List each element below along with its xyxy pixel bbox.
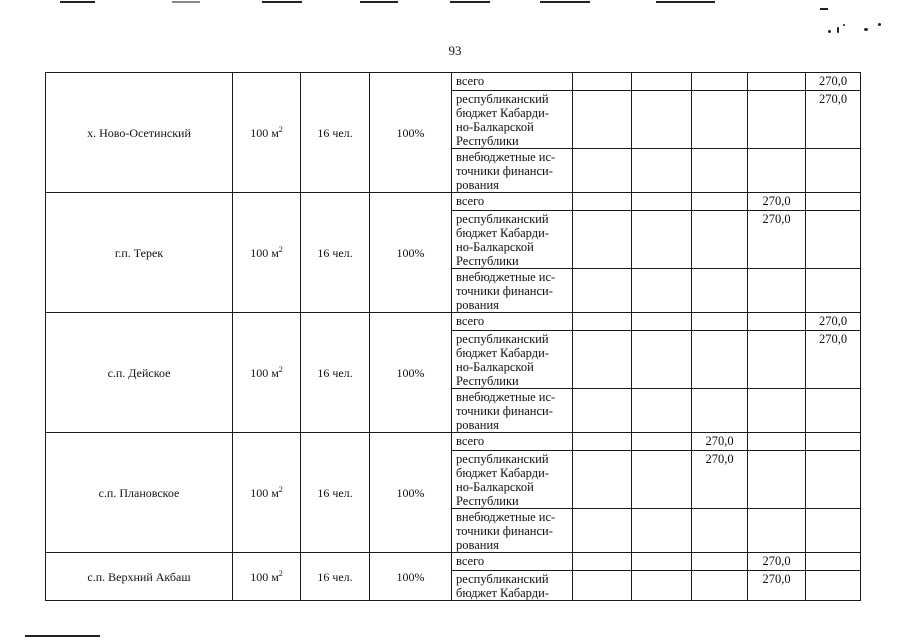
amount-cell xyxy=(632,91,692,149)
funding-source-line: рования xyxy=(456,538,499,552)
scan-speck xyxy=(828,30,831,33)
amount-cell xyxy=(632,553,692,571)
scan-line xyxy=(25,635,100,637)
amount-cell xyxy=(806,269,861,313)
area-exponent: 2 xyxy=(278,568,283,578)
funding-source-cell xyxy=(452,571,573,601)
funding-source-line: всего xyxy=(456,434,485,448)
funding-source-line: бюджет Кабарди- xyxy=(456,466,549,480)
place-name-cell xyxy=(46,313,233,433)
funding-source-line: рования xyxy=(456,418,499,432)
amount-value: 270,0 xyxy=(818,92,848,106)
funding-source-line: бюджет Кабарди- xyxy=(456,106,549,120)
amount-cell xyxy=(573,193,632,211)
area-cell xyxy=(233,193,301,313)
funding-source-line: точники финанси- xyxy=(456,284,553,298)
funding-source-line: бюджет Кабарди- xyxy=(456,226,549,240)
funding-source-cell xyxy=(452,451,573,509)
amount-cell xyxy=(632,269,692,313)
funding-source-line: республиканский xyxy=(456,332,549,346)
amount-cell xyxy=(806,211,861,269)
amount-cell xyxy=(692,313,748,331)
scan-line xyxy=(450,1,490,3)
scan-speck xyxy=(837,27,839,33)
amount-value: 270,0 xyxy=(818,314,848,328)
amount-value: 270,0 xyxy=(705,434,734,448)
people-value: 16 чел. xyxy=(317,569,353,584)
data-table xyxy=(45,72,861,601)
amount-cell xyxy=(748,91,806,149)
percent-value: 100% xyxy=(396,365,425,380)
amount-cell xyxy=(573,389,632,433)
people-value: 16 чел. xyxy=(317,365,353,380)
percent-cell xyxy=(370,73,452,193)
amount-cell xyxy=(573,149,632,193)
amount-cell xyxy=(692,73,748,91)
funding-source-line: Республики xyxy=(456,494,519,508)
amount-cell xyxy=(748,73,806,91)
funding-source-line: бюджет Кабарди- xyxy=(456,346,549,360)
amount-cell xyxy=(632,313,692,331)
funding-source-line: точники финанси- xyxy=(456,524,553,538)
people-value: 16 чел. xyxy=(317,485,353,500)
amount-cell xyxy=(806,193,861,211)
amount-cell xyxy=(748,331,806,389)
place-name-cell xyxy=(46,433,233,553)
funding-source-cell xyxy=(452,389,573,433)
funding-source-line: всего xyxy=(456,554,485,568)
funding-source-line: рования xyxy=(456,178,499,192)
amount-value: 270,0 xyxy=(818,332,848,346)
amount-cell xyxy=(806,553,861,571)
people-cell xyxy=(301,433,370,553)
scan-line xyxy=(540,1,590,3)
area-value: 100 м xyxy=(250,569,279,584)
funding-source-line: но-Балкарской xyxy=(456,120,534,134)
amount-cell xyxy=(632,433,692,451)
amount-cell xyxy=(573,509,632,553)
amount-cell xyxy=(748,433,806,451)
people-cell xyxy=(301,553,370,601)
people-cell xyxy=(301,193,370,313)
amount-cell xyxy=(692,553,748,571)
amount-cell xyxy=(806,331,861,389)
funding-source-line: но-Балкарской xyxy=(456,240,534,254)
page-number: 93 xyxy=(448,43,462,58)
place-name: х. Ново-Осетинский xyxy=(87,125,191,140)
amount-cell xyxy=(692,509,748,553)
amount-cell xyxy=(806,451,861,509)
scan-speck xyxy=(843,24,845,26)
place-name: с.п. Верхний Акбаш xyxy=(87,569,191,584)
funding-source-line: точники финанси- xyxy=(456,164,553,178)
amount-cell xyxy=(632,571,692,601)
funding-source-line: республиканский xyxy=(456,572,549,586)
amount-cell xyxy=(692,269,748,313)
place-name: с.п. Плановское xyxy=(98,485,180,500)
amount-value: 270,0 xyxy=(762,572,791,586)
amount-cell xyxy=(806,73,861,91)
table-row xyxy=(46,313,861,331)
area-value: 100 м xyxy=(250,485,279,500)
amount-cell xyxy=(806,571,861,601)
percent-value: 100% xyxy=(396,125,425,140)
amount-cell xyxy=(748,149,806,193)
table-row xyxy=(46,553,861,571)
amount-cell xyxy=(692,389,748,433)
table-row xyxy=(46,433,861,451)
amount-cell xyxy=(692,91,748,149)
amount-cell xyxy=(632,331,692,389)
place-name-cell xyxy=(46,73,233,193)
scan-line xyxy=(60,1,95,3)
funding-source-line: всего xyxy=(456,194,485,208)
amount-cell xyxy=(692,149,748,193)
scan-line xyxy=(172,1,200,3)
amount-cell xyxy=(632,211,692,269)
amount-cell xyxy=(632,389,692,433)
amount-cell xyxy=(748,193,806,211)
amount-cell xyxy=(692,433,748,451)
percent-cell xyxy=(370,433,452,553)
amount-cell xyxy=(632,193,692,211)
funding-source-line: бюджет Кабарди- xyxy=(456,586,549,600)
funding-source-line: республиканский xyxy=(456,452,549,466)
percent-cell xyxy=(370,313,452,433)
amount-cell xyxy=(573,91,632,149)
amount-cell xyxy=(806,433,861,451)
scan-speck xyxy=(878,23,881,26)
amount-cell xyxy=(632,451,692,509)
amount-cell xyxy=(573,73,632,91)
percent-value: 100% xyxy=(396,245,425,260)
funding-source-cell xyxy=(452,73,573,91)
funding-source-cell xyxy=(452,553,573,571)
funding-source-line: внебюджетные ис- xyxy=(456,270,556,284)
funding-source-line: но-Балкарской xyxy=(456,480,534,494)
funding-source-line: точники финанси- xyxy=(456,404,553,418)
amount-cell xyxy=(573,553,632,571)
amount-cell xyxy=(806,149,861,193)
place-name: г.п. Терек xyxy=(114,245,164,260)
amount-cell xyxy=(632,149,692,193)
funding-source-line: внебюджетные ис- xyxy=(456,390,556,404)
amount-cell xyxy=(748,553,806,571)
amount-cell xyxy=(692,193,748,211)
area-exponent: 2 xyxy=(278,484,283,494)
scan-line xyxy=(656,1,715,3)
amount-cell xyxy=(573,571,632,601)
funding-source-cell xyxy=(452,269,573,313)
area-cell xyxy=(233,73,301,193)
funding-source-line: внебюджетные ис- xyxy=(456,510,556,524)
amount-cell xyxy=(692,451,748,509)
funding-source-cell xyxy=(452,193,573,211)
scan-line xyxy=(262,1,302,3)
funding-source-cell xyxy=(452,313,573,331)
amount-cell xyxy=(806,509,861,553)
amount-cell xyxy=(692,331,748,389)
people-value: 16 чел. xyxy=(317,245,353,260)
funding-source-cell xyxy=(452,331,573,389)
table-row xyxy=(46,73,861,91)
amount-value: 270,0 xyxy=(762,554,791,568)
amount-value: 270,0 xyxy=(818,74,848,88)
area-exponent: 2 xyxy=(278,124,283,134)
funding-source-cell xyxy=(452,509,573,553)
scan-speck xyxy=(864,28,868,31)
amount-cell xyxy=(573,269,632,313)
place-name-cell xyxy=(46,553,233,601)
area-exponent: 2 xyxy=(278,244,283,254)
data-table-grid xyxy=(45,72,861,601)
funding-source-line: республиканский xyxy=(456,92,549,106)
funding-source-cell xyxy=(452,91,573,149)
amount-cell xyxy=(748,509,806,553)
amount-cell xyxy=(692,571,748,601)
area-cell xyxy=(233,553,301,601)
percent-value: 100% xyxy=(396,485,425,500)
amount-value: 270,0 xyxy=(762,212,791,226)
funding-source-line: Республики xyxy=(456,134,519,148)
amount-cell xyxy=(632,509,692,553)
amount-cell xyxy=(632,73,692,91)
percent-cell xyxy=(370,553,452,601)
amount-cell xyxy=(573,331,632,389)
percent-cell xyxy=(370,193,452,313)
area-value: 100 м xyxy=(250,365,279,380)
place-name-cell xyxy=(46,193,233,313)
amount-value: 270,0 xyxy=(762,194,791,208)
amount-value: 270,0 xyxy=(705,452,734,466)
funding-source-line: республиканский xyxy=(456,212,549,226)
people-value: 16 чел. xyxy=(317,125,353,140)
amount-cell xyxy=(748,269,806,313)
people-cell xyxy=(301,313,370,433)
amount-cell xyxy=(573,211,632,269)
funding-source-cell xyxy=(452,149,573,193)
amount-cell xyxy=(692,211,748,269)
area-value: 100 м xyxy=(250,125,279,140)
funding-source-line: всего xyxy=(456,74,485,88)
percent-value: 100% xyxy=(396,569,425,584)
amount-cell xyxy=(748,211,806,269)
amount-cell xyxy=(806,91,861,149)
place-name: с.п. Дейское xyxy=(107,365,171,380)
area-cell xyxy=(233,433,301,553)
amount-cell xyxy=(573,451,632,509)
scan-line xyxy=(820,8,828,10)
funding-source-line: Республики xyxy=(456,254,519,268)
funding-source-line: всего xyxy=(456,314,485,328)
funding-source-line: рования xyxy=(456,298,499,312)
funding-source-line: внебюджетные ис- xyxy=(456,150,556,164)
area-cell xyxy=(233,313,301,433)
area-exponent: 2 xyxy=(278,364,283,374)
amount-cell xyxy=(806,389,861,433)
table-row xyxy=(46,193,861,211)
table-body xyxy=(46,73,861,601)
amount-cell xyxy=(748,313,806,331)
funding-source-line: но-Балкарской xyxy=(456,360,534,374)
area-value: 100 м xyxy=(250,245,279,260)
amount-cell xyxy=(748,451,806,509)
amount-cell xyxy=(573,313,632,331)
amount-cell xyxy=(806,313,861,331)
scan-line xyxy=(360,1,398,3)
people-cell xyxy=(301,73,370,193)
amount-cell xyxy=(748,389,806,433)
amount-cell xyxy=(748,571,806,601)
amount-cell xyxy=(573,433,632,451)
funding-source-cell xyxy=(452,433,573,451)
funding-source-line: Республики xyxy=(456,374,519,388)
funding-source-cell xyxy=(452,211,573,269)
